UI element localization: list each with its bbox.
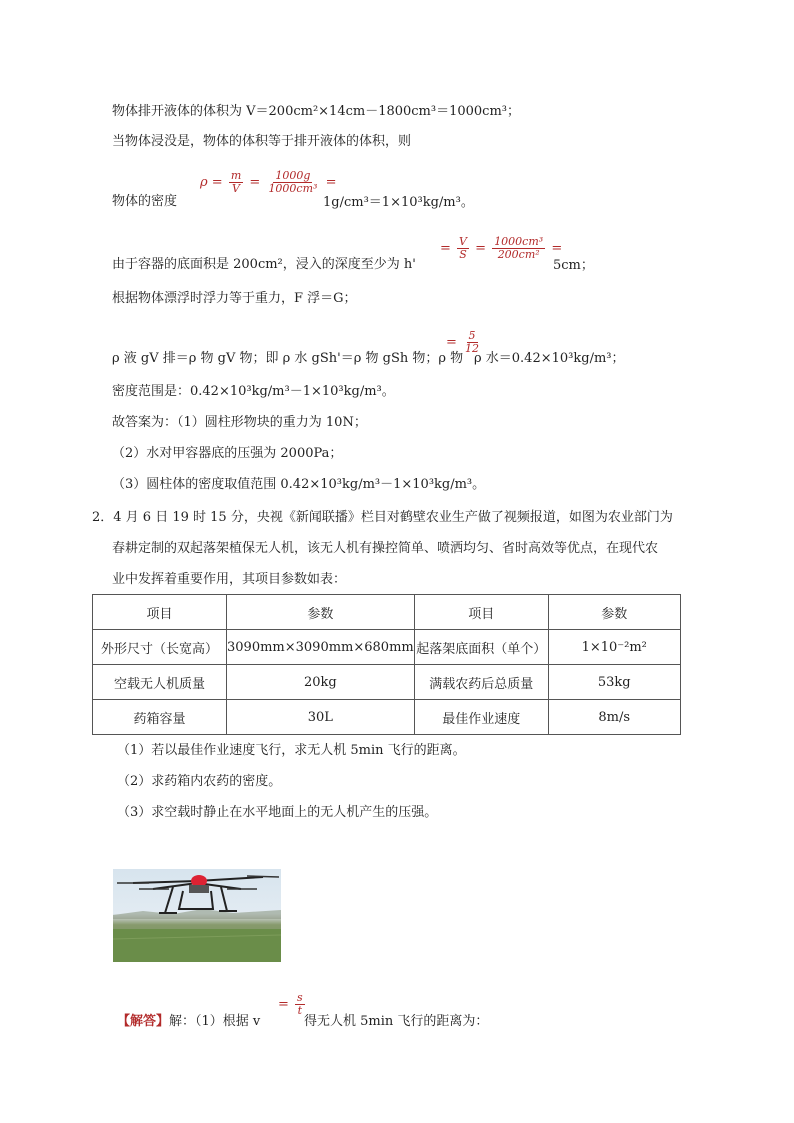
text-line: ρ 液 gV 排＝ρ 物 gV 物；即 ρ 水 gSh'＝ρ 物 gSh 物；ρ 物 [112, 351, 464, 366]
sub-question: （2）求药箱内农药的密度。 [117, 774, 282, 789]
sub-question: （1）若以最佳作业速度飞行，求无人机 5min 飞行的距离。 [117, 743, 466, 758]
equals: = [249, 175, 261, 190]
table-cell: 8m/s [548, 700, 680, 735]
parameter-table [92, 594, 681, 735]
text-line: 物体的密度 [112, 194, 178, 209]
text-line: 1g/cm³＝1×10³kg/m³。 [323, 195, 474, 210]
table-cell: 3090mm×3090mm×680mm [227, 630, 415, 665]
equals: = [325, 175, 337, 190]
equals: = [475, 241, 487, 256]
table-cell: 空载无人机质量 [93, 665, 227, 700]
density-formula [200, 170, 336, 195]
table-cell: 满载农药后总质量 [414, 665, 548, 700]
table-row [93, 630, 681, 665]
equals: = [551, 241, 563, 256]
text-line: 5cm； [553, 258, 594, 273]
equals: = [446, 335, 457, 350]
answer-text: 得无人机 5min 飞行的距离为： [304, 1014, 489, 1029]
text-line: ρ 水＝0.42×10³kg/m³； [474, 351, 625, 366]
text-line: 当物体浸没是，物体的体积等于排开液体的体积，则 [112, 134, 412, 149]
fraction: $\frac{\text{1000cm³}}{\text{200cm²}}$ [494, 235, 544, 261]
table-cell: 53kg [548, 665, 680, 700]
table-cell: 30L [227, 700, 415, 735]
table-cell: 20kg [227, 665, 415, 700]
question-text: 业中发挥着重要作用，其项目参数如表： [112, 572, 347, 587]
text-line: 根据物体漂浮时浮力等于重力，F 浮＝G； [112, 291, 357, 306]
sub-question: （3）求空载时静止在水平地面上的无人机产生的压强。 [117, 805, 438, 820]
text-line: （3）圆柱体的密度取值范围 0.42×10³kg/m³－1×10³kg/m³。 [112, 477, 486, 492]
drone-photo [113, 869, 281, 962]
fraction: $\frac{s}{t}$ [297, 991, 303, 1017]
text-line: （2）水对甲容器底的压强为 2000Pa； [112, 446, 343, 461]
fraction: $\frac{1000g}{\text{1000cm³}}$ [268, 169, 318, 195]
fraction: $\frac{m}{V}$ [230, 169, 242, 195]
question-text: 春耕定制的双起落架植保无人机，该无人机有操控简单、喷洒均匀、省时高效等优点，在现代农 [112, 541, 659, 556]
drone-illustration [113, 869, 281, 962]
equals: = [278, 997, 289, 1012]
fraction: $\frac{5}{12}$ [465, 329, 480, 355]
question-text: 2．4 月 6 日 19 时 15 分，央视《新闻联播》栏目对鹤壁农业生产做了视频报道，如图为农业部门为 [92, 510, 673, 525]
table-header-cell: 参数 [548, 595, 680, 630]
speed-formula [278, 992, 307, 1017]
text-line: 密度范围是：0.42×10³kg/m³－1×10³kg/m³。 [112, 384, 395, 399]
table-header-cell: 参数 [227, 595, 415, 630]
table-header-cell: 项目 [414, 595, 548, 630]
fraction: $\frac{V}{S}$ [459, 235, 467, 261]
table-cell: 药箱容量 [93, 700, 227, 735]
table-row [93, 700, 681, 735]
table-row [93, 665, 681, 700]
answer-text: 解：（1）根据 v [169, 1014, 261, 1029]
text-line: 故答案为：（1）圆柱形物块的重力为 10N； [112, 415, 367, 430]
table-cell: 起落架底面积（单个） [414, 630, 548, 665]
table-cell: 外形尺寸（长宽高） [93, 630, 227, 665]
table-header-cell: 项目 [93, 595, 227, 630]
answer-tag: 【解答】 [117, 1014, 170, 1029]
text-line: 物体排开液体的体积为 V＝200cm²×14cm－1800cm³＝1000cm³； [112, 104, 521, 119]
table-cell: 1×10⁻²m² [548, 630, 680, 665]
table-cell: 最佳作业速度 [414, 700, 548, 735]
depth-formula [440, 236, 562, 261]
answer-line [117, 1013, 260, 1031]
formula-lhs: ρ = [200, 175, 223, 190]
text-line: 由于容器的底面积是 200cm²，浸入的深度至少为 h' [112, 257, 416, 272]
equals: = [440, 241, 451, 256]
table-header-row [93, 595, 681, 630]
